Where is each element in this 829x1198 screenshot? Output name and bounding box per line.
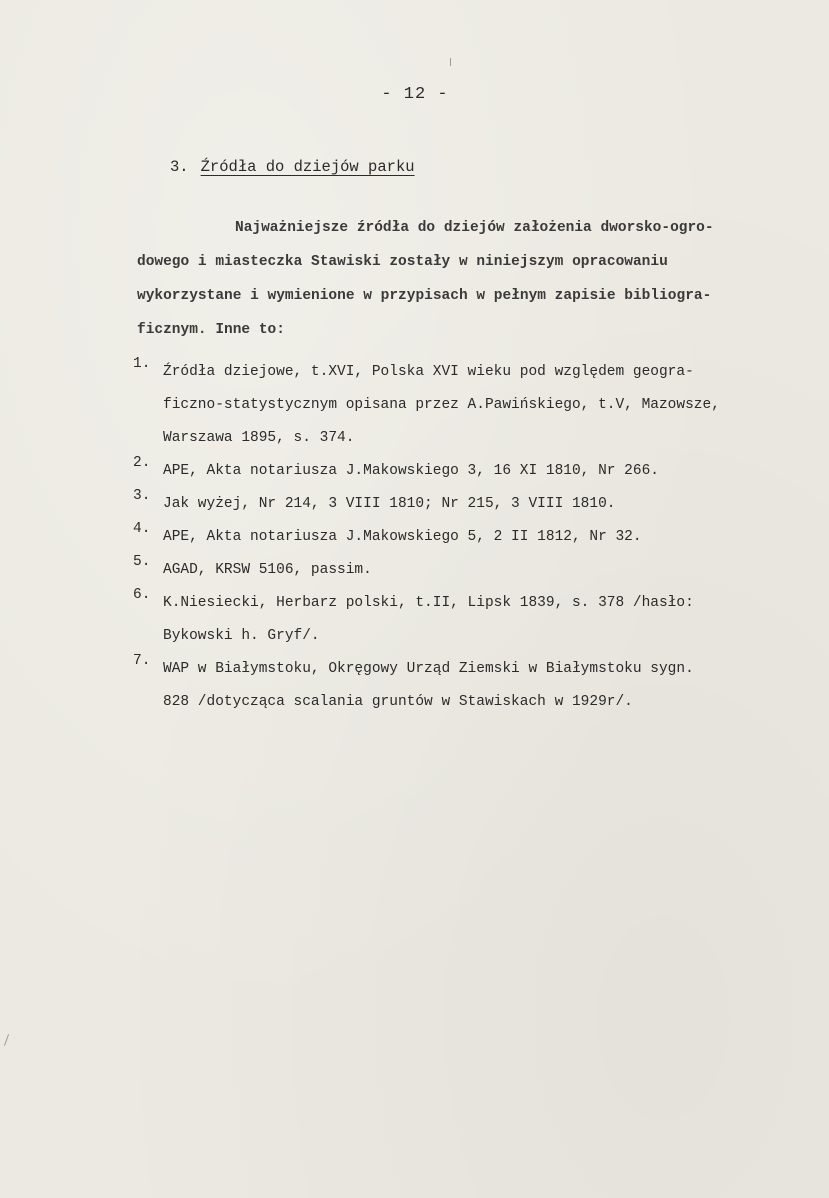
intro-line: Najważniejsze źródła do dziejów założenia dworsko-ogro- — [235, 220, 714, 236]
item-line: WAP w Białymstoku, Okręgowy Urząd Ziemski w Białymstoku sygn. — [163, 661, 694, 677]
section-title: Źródła do dziejów parku — [200, 158, 415, 176]
item-number: 3. — [133, 488, 151, 504]
intro-line: dowego i miasteczka Stawiski zostały w niniejszym opracowaniu — [137, 254, 668, 270]
sources-list — [133, 356, 823, 719]
item-number: 1. — [133, 356, 151, 372]
item-number: 7. — [133, 653, 151, 669]
item-line: APE, Akta notariusza J.Makowskiego 5, 2 II 1812, Nr 32. — [163, 529, 642, 545]
intro-line: ficznym. Inne to: — [137, 322, 285, 338]
item-number: 5. — [133, 554, 151, 570]
list-item — [133, 653, 823, 719]
intro-paragraph — [137, 211, 817, 347]
item-number: 6. — [133, 587, 151, 603]
item-line: Źródła dziejowe, t.XVI, Polska XVI wieku pod względem geogra- — [163, 364, 694, 380]
list-item — [133, 521, 823, 554]
list-item — [133, 554, 823, 587]
scan-mark — [450, 58, 451, 66]
item-line: AGAD, KRSW 5106, passim. — [163, 562, 372, 578]
item-line: Jak wyżej, Nr 214, 3 VIII 1810; Nr 215, 3 VIII 1810. — [163, 496, 616, 512]
list-item — [133, 488, 823, 521]
item-line: ficzno-statystycznym opisana przez A.Pawińskiego, t.V, Mazowsze, — [163, 397, 720, 413]
list-item — [133, 356, 823, 455]
item-line: Bykowski h. Gryf/. — [163, 628, 320, 644]
item-line: Warszawa 1895, s. 374. — [163, 430, 355, 446]
section-number: 3. — [170, 158, 189, 176]
scan-mark — [4, 1034, 9, 1046]
page-number: - 12 - — [381, 85, 449, 104]
item-number: 4. — [133, 521, 151, 537]
item-line: 828 /dotycząca scalania gruntów w Stawiskach w 1929r/. — [163, 694, 633, 710]
list-item — [133, 455, 823, 488]
item-line: K.Niesiecki, Herbarz polski, t.II, Lipsk 1839, s. 378 /hasło: — [163, 595, 694, 611]
intro-line: wykorzystane i wymienione w przypisach w pełnym zapisie bibliogra- — [137, 288, 712, 304]
list-item — [133, 587, 823, 653]
section-heading — [170, 158, 415, 176]
item-number: 2. — [133, 455, 151, 471]
item-line: APE, Akta notariusza J.Makowskiego 3, 16 XI 1810, Nr 266. — [163, 463, 659, 479]
